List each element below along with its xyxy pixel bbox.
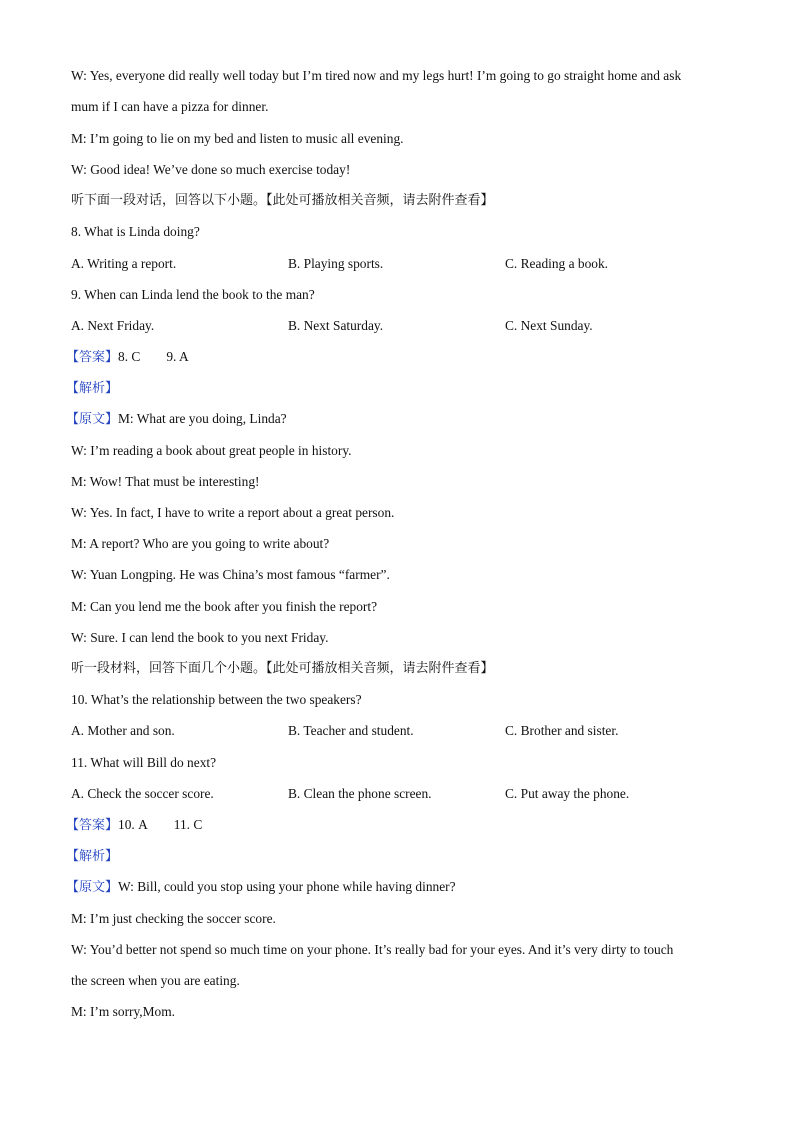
transcript-line: M: A report? Who are you going to write about? [71, 536, 330, 551]
option-a: A. Mother and son. [71, 723, 175, 738]
transcript-line: M: I’m just checking the soccer score. [71, 911, 276, 926]
transcript-line: 【原文】M: What are you doing, Linda? [66, 411, 287, 427]
question-9: 9. When can Linda lend the book to the man? [71, 287, 315, 302]
transcript-label: 【原文】 [66, 880, 119, 895]
transcript-line: mum if I can have a pizza for dinner. [71, 99, 269, 114]
option-b: B. Clean the phone screen. [288, 786, 432, 801]
transcript-label: 【原文】 [66, 412, 119, 427]
answer-10: 10. A [118, 817, 148, 832]
transcript-line: M: I’m going to lie on my bed and listen to music all evening. [71, 131, 404, 146]
option-c: C. Reading a book. [505, 256, 609, 271]
answer-8: 8. C [118, 349, 141, 364]
transcript-line: W: Good idea! We’ve done so much exercise today! [71, 162, 351, 177]
answer-line [66, 349, 726, 366]
transcript-line: 【原文】W: Bill, could you stop using your phone while having dinner? [66, 879, 456, 895]
transcript-line: W: You’d better not spend so much time on your phone. It’s really bad for your eyes. And it’s very dirty to touch [71, 942, 674, 957]
option-a: A. Check the soccer score. [71, 786, 214, 801]
section-instruction: 听一段材料，回答下面几个小题。【此处可播放相关音频，请去附件查看】 [71, 661, 494, 676]
answer-label: 【答案】 [66, 818, 119, 833]
option-b: B. Next Saturday. [288, 318, 384, 333]
question-8: 8. What is Linda doing? [71, 224, 200, 239]
option-c: C. Next Sunday. [505, 318, 593, 333]
answer-label: 【答案】 [66, 350, 119, 365]
option-a: A. Writing a report. [71, 256, 177, 271]
option-b: B. Teacher and student. [288, 723, 414, 738]
transcript-line: the screen when you are eating. [71, 973, 240, 988]
transcript-line: M: Can you lend me the book after you finish the report? [71, 599, 378, 614]
analysis-label: 【解析】 [66, 381, 119, 396]
answer-9: 9. A [166, 349, 189, 364]
option-b: B. Playing sports. [288, 256, 384, 271]
transcript-line: M: I’m sorry,Mom. [71, 1004, 176, 1019]
answer-11: 11. C [173, 817, 203, 832]
transcript-line: W: Sure. I can lend the book to you next Friday. [71, 630, 329, 645]
option-c: C. Brother and sister. [505, 723, 619, 738]
answer-line [66, 817, 726, 834]
transcript-line: M: Wow! That must be interesting! [71, 474, 260, 489]
transcript-line: W: Yes, everyone did really well today but I’m tired now and my legs hurt! I’m going to go straight home and ask [71, 68, 682, 83]
question-10: 10. What’s the relationship between the two speakers? [71, 692, 362, 707]
transcript-line: W: I’m reading a book about great people in history. [71, 443, 352, 458]
question-11: 11. What will Bill do next? [71, 755, 217, 770]
transcript-line: W: Yuan Longping. He was China’s most famous “farmer”. [71, 567, 390, 582]
option-c: C. Put away the phone. [505, 786, 630, 801]
transcript-line: W: Yes. In fact, I have to write a report about a great person. [71, 505, 395, 520]
option-a: A. Next Friday. [71, 318, 155, 333]
analysis-label: 【解析】 [66, 849, 119, 864]
section-instruction: 听下面一段对话，回答以下小题。【此处可播放相关音频，请去附件查看】 [71, 193, 494, 208]
